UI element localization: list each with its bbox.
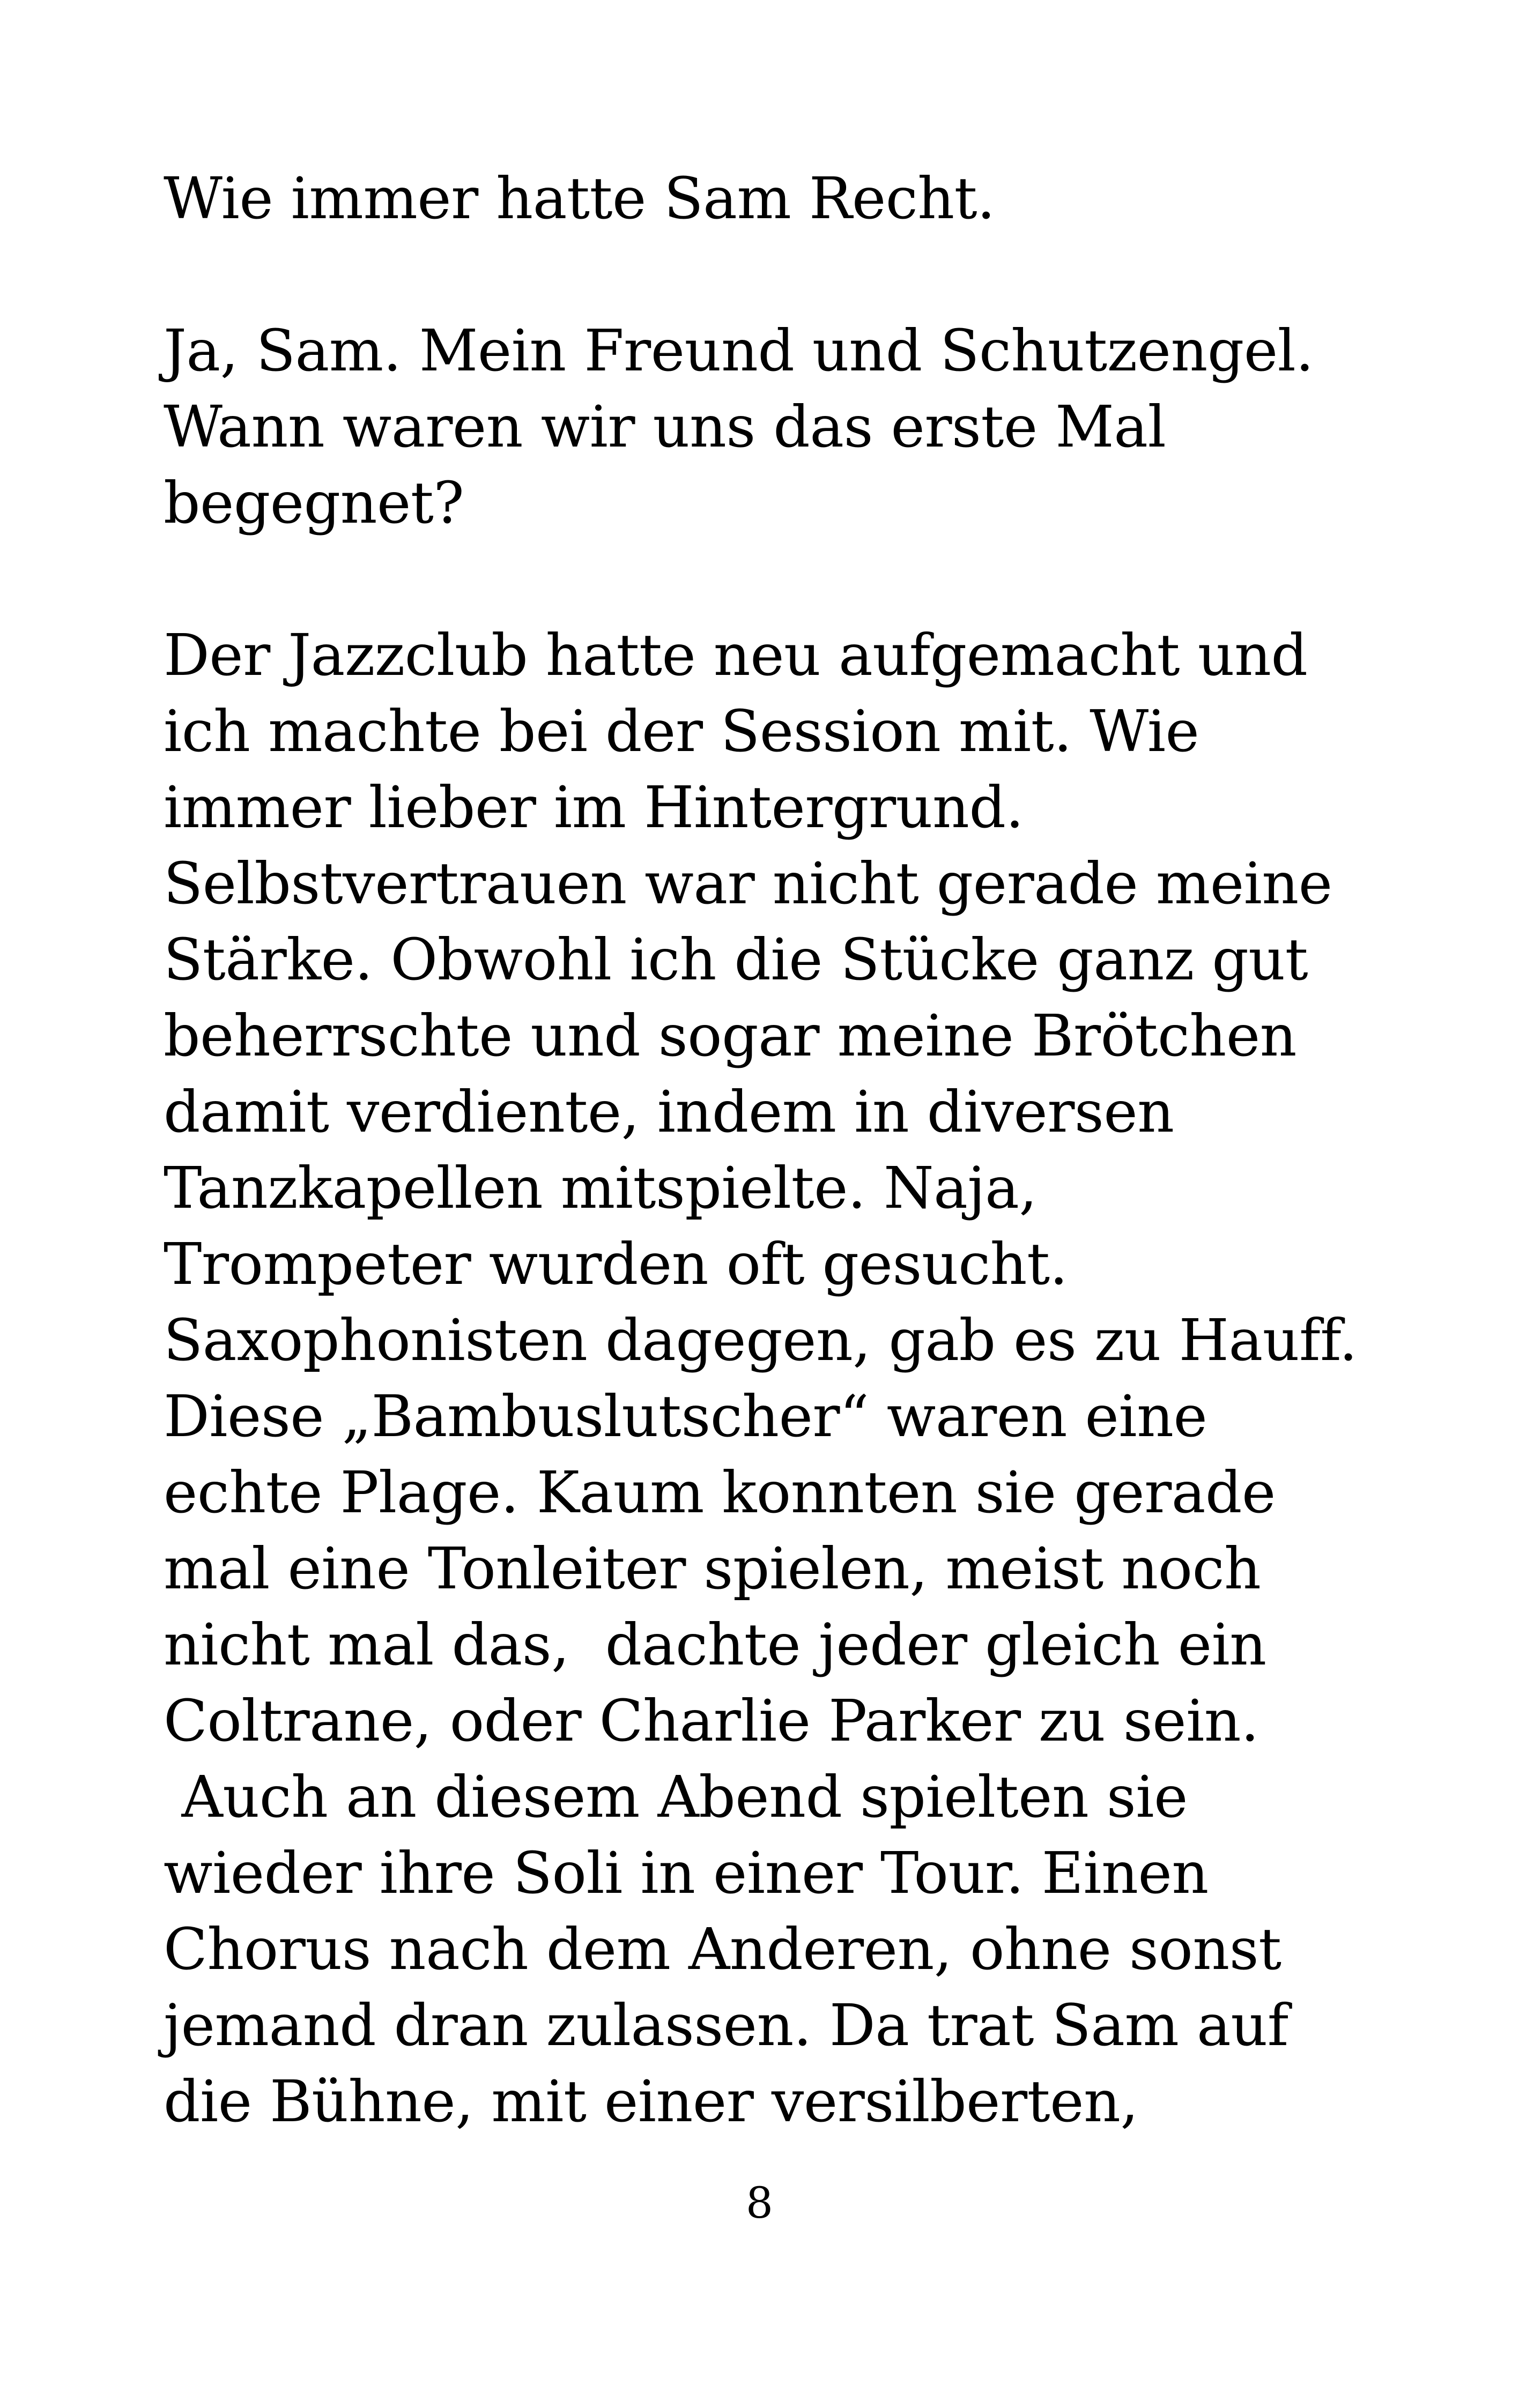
text-line: Wie immer hatte Sam Recht.	[164, 166, 995, 232]
text-line: Coltrane, oder Charlie Parker zu sein.	[164, 1688, 1259, 1755]
text-line: wieder ihre Soli in einer Tour. Einen	[164, 1840, 1209, 1907]
text-line: Wann waren wir uns das erste Mal	[164, 394, 1166, 460]
paragraph-gap	[164, 237, 1397, 313]
text-line: jemand dran zulassen. Da trat Sam auf	[164, 1993, 1288, 2059]
text-line: Chorus nach dem Anderen, ohne sonst	[164, 1916, 1281, 1983]
text-line: Tanzkapellen mitspielte. Naja,	[164, 1155, 1037, 1222]
text-line: echte Plage. Kaum konnten sie gerade	[164, 1460, 1276, 1526]
text-line: beherrschte und sogar meine Brötchen	[164, 1003, 1297, 1069]
text-line: Selbstvertrauen war nicht gerade meine	[164, 851, 1332, 917]
text-line: Diese „Bambuslutscher“ waren eine	[164, 1384, 1207, 1450]
body-text	[164, 161, 1397, 2140]
text-line: Saxophonisten dagegen, gab es zu Hauff.	[164, 1307, 1358, 1374]
text-line: mal eine Tonleiter spielen, meist noch	[164, 1536, 1261, 1602]
paragraph	[164, 313, 1397, 541]
text-line: Ja, Sam. Mein Freund und Schutzengel.	[164, 318, 1314, 384]
text-line: Der Jazzclub hatte neu aufgemacht und	[164, 622, 1308, 689]
text-line: Auch an diesem Abend spielten sie	[164, 1764, 1188, 1831]
text-line: damit verdiente, indem in diversen	[164, 1079, 1174, 1146]
text-line: die Bühne, mit einer versilberten,	[164, 2069, 1138, 2135]
paragraph	[164, 618, 1397, 2140]
text-line: begegnet?	[164, 470, 464, 537]
text-line: Stärke. Obwohl ich die Stücke ganz gut	[164, 927, 1308, 993]
page-number: 8	[746, 2178, 773, 2228]
text-line: immer lieber im Hintergrund.	[164, 775, 1024, 841]
paragraph-gap	[164, 541, 1397, 618]
text-line: Trompeter wurden oft gesucht.	[164, 1231, 1068, 1298]
text-line: nicht mal das, dachte jeder gleich ein	[164, 1612, 1266, 1678]
text-line: ich machte bei der Session mit. Wie	[164, 698, 1199, 765]
paragraph	[164, 161, 1397, 237]
